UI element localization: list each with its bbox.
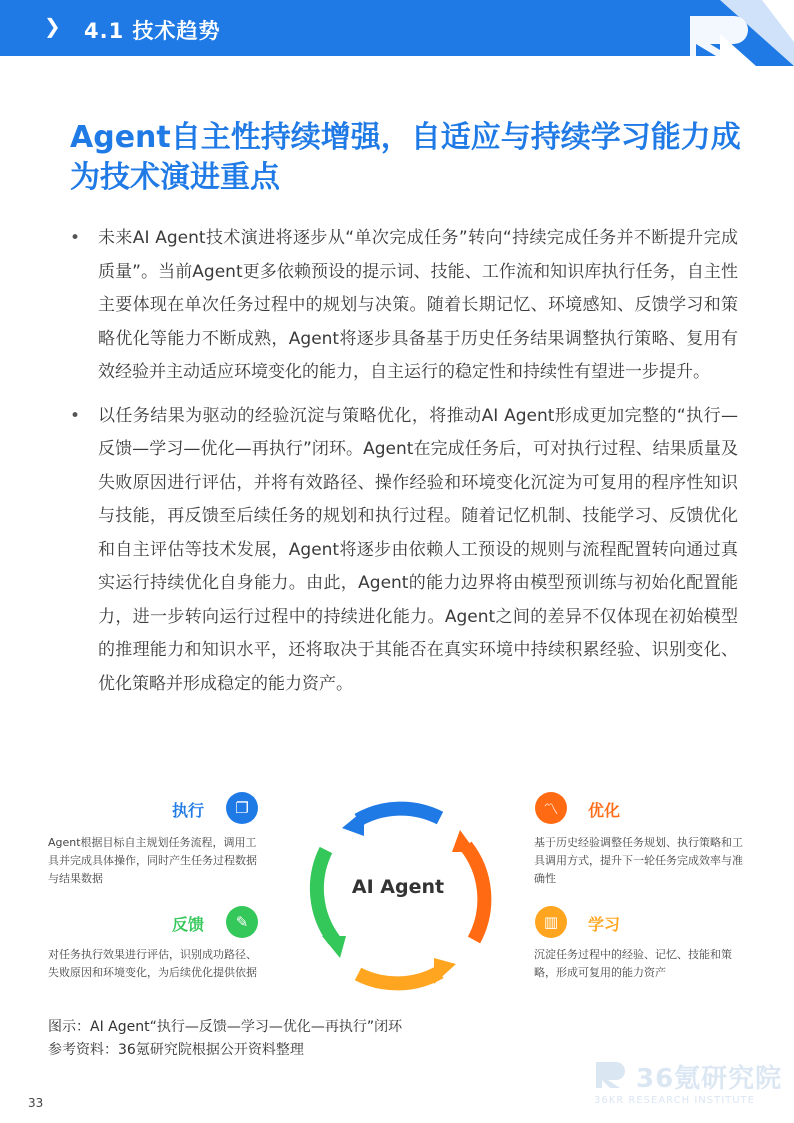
page-title: Agent自主性持续增强，自适应与持续学习能力成为技术演进重点 (70, 120, 741, 195)
bullet-text: 未来AI Agent技术演进将逐步从“单次完成任务”转向“持续完成任务并不断提升完成质量”。当前Agent更多依赖预设的提示词、技能、工作流和知识库执行任务，自主性主要体现在单次任务过程中的规划与决策。随着长期记忆、环境感知、反馈学习和策略优化等能力不断成熟，Agent将逐步具备基于历史任务结果调整执行策略、复用有效经验并主动适应环境变化的能力，自主运行的稳定性和持续性有望进一步提升。 (98, 228, 738, 382)
arrow-yellow-icon (434, 958, 456, 984)
loop-arc-green (317, 850, 334, 940)
figure-caption-text: 图示：AI Agent“执行—反馈—学习—优化—再执行”闭环 (48, 1019, 403, 1035)
item-desc-feedback: 对任务执行效果进行评估，识别成功路径、失败原因和环境变化，为后续优化提供依据 (48, 948, 257, 979)
loop-arc-yellow (358, 972, 440, 983)
section-header (0, 0, 794, 56)
page-number: 33 (28, 1096, 44, 1110)
bullet-item (70, 400, 738, 702)
chevron-right-icon: ❯ (44, 14, 61, 38)
bullet-list (70, 222, 738, 711)
section-title: 4.1 技术趋势 (84, 19, 221, 43)
arrow-green-icon (322, 936, 346, 958)
item-desc-learn: 沉淀任务过程中的经验、记忆、技能和策略，形成可复用的能力资产 (534, 948, 732, 979)
loop-arc-orange (466, 846, 484, 940)
chart-icon: 〽 (535, 792, 567, 824)
watermark-logo-icon (594, 1060, 630, 1090)
watermark-name: 36氪研究院 (636, 1064, 783, 1094)
book-icon: ▥ (535, 906, 567, 938)
bullet-item (70, 222, 738, 390)
bullet-dot-icon: • (70, 405, 81, 426)
source-note: 参考资料：36氪研究院根据公开资料整理 (48, 1042, 304, 1058)
bullet-text: 以任务结果为驱动的经验沉淀与策略优化，将推动AI Agent形成更加完整的“执行—反馈—学习—优化—再执行”闭环。Agent在完成任务后，可对执行过程、结果质量及失败原因进行评估，并将有效路径、操作经验和环境变化沉淀为可复用的程序性知识与技能，再反馈至后续任务的规划和执行过程。随着记忆机制、技能学习、反馈优化和自主评估等技术发展，Agent将逐步由依赖人工预设的规则与流程配置转向通过真实运行持续优化自身能力。由此，Agent的能力边界将由模型预训练与初始化配置能力，进一步转向运行过程中的持续进化能力。Agent之间的差异不仅体现在初始模型的推理能力和知识水平，还将取决于其能否在真实环境中持续积累经验、识别变化、优化策略并形成稳定的能力资产。 (98, 405, 739, 694)
arrow-blue-icon (342, 810, 364, 836)
figure-caption (48, 1016, 402, 1062)
item-desc-execute: Agent根据目标自主规划任务流程，调用工具并完成具体操作，同时产生任务过程数据与结果数据 (48, 836, 257, 885)
agent-loop-diagram (0, 780, 794, 1020)
brand-logo-icon (682, 0, 794, 66)
item-title-learn: 学习 (588, 915, 621, 934)
header-bar (0, 0, 720, 56)
watermark-subtitle: 36KR RESEARCH INSTITUTE (594, 1095, 756, 1106)
clipboard-icon: ❐ (226, 792, 258, 824)
bullet-dot-icon: • (70, 228, 81, 248)
arrow-orange-icon (452, 830, 476, 852)
center-label: AI Agent (351, 876, 445, 898)
item-title-optimize: 优化 (588, 801, 621, 820)
loop-arc-blue (358, 809, 440, 820)
item-desc-optimize: 基于历史经验调整任务规划、执行策略和工具调用方式，提升下一轮任务完成效率与准确性 (534, 836, 743, 885)
feedback-icon: ✎ (226, 906, 258, 938)
item-title-execute: 执行 (172, 801, 205, 820)
item-title-feedback: 反馈 (172, 915, 205, 934)
